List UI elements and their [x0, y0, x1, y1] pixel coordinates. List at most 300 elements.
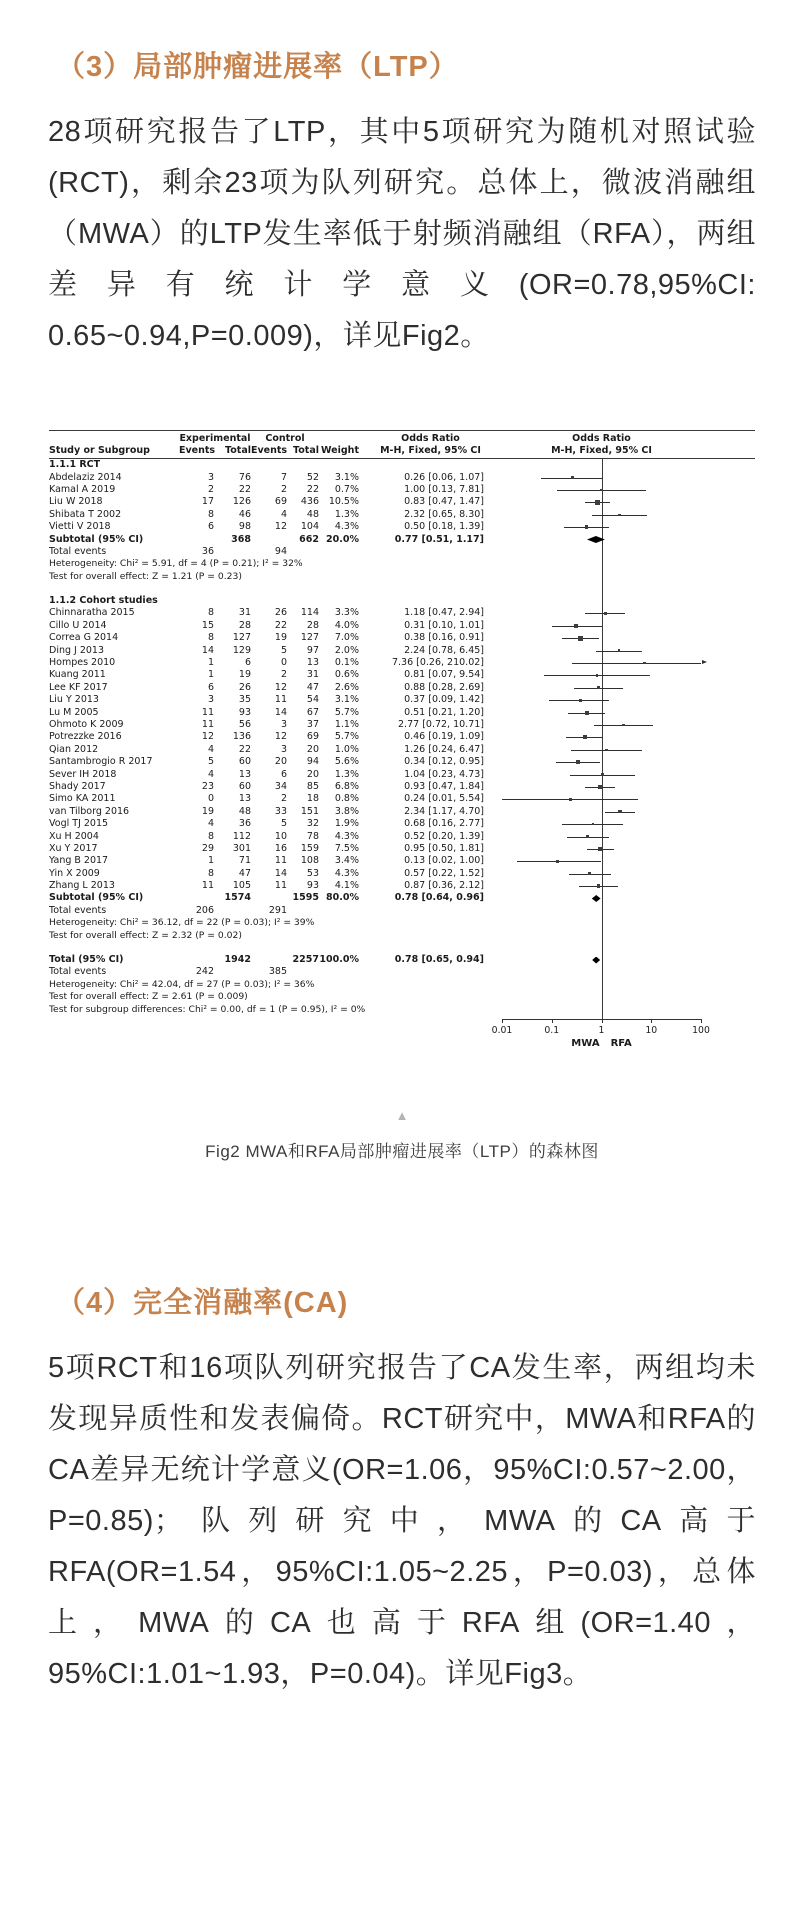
plot-cell — [502, 806, 755, 818]
plot-cell — [502, 644, 755, 656]
plot-cell — [502, 433, 755, 445]
study-row — [49, 682, 755, 694]
or-ci-text: 0.83 [0.47, 1.47] — [404, 496, 484, 508]
events-ctl: 12 — [274, 681, 287, 693]
header-study: Study or Subgroup — [49, 445, 150, 456]
total-total-ctl: 2257 — [292, 954, 319, 966]
events-ctl: 12 — [274, 731, 287, 743]
plot-cell — [502, 868, 755, 880]
weight: 7.0% — [334, 632, 359, 644]
or-ci-text: 0.37 [0.09, 1.42] — [404, 694, 484, 706]
axis-tick — [651, 1019, 652, 1023]
study-name: Abdelaziz 2014 — [49, 471, 122, 483]
pooled-diamond — [592, 895, 601, 902]
total-exp: 93 — [238, 706, 251, 718]
study-row — [49, 806, 755, 818]
ci-marker — [579, 699, 582, 702]
total-exp: 13 — [238, 768, 251, 780]
subtotal-total-ctl: 1595 — [292, 892, 319, 904]
weight: 0.7% — [334, 483, 359, 495]
study-name: Simo KA 2011 — [49, 793, 116, 805]
study-row — [49, 830, 755, 842]
total-events-ctl: 385 — [268, 966, 287, 978]
subgroup-label: 1.1.2 Cohort studies — [49, 595, 158, 607]
study-row — [49, 657, 755, 669]
events-exp: 19 — [201, 805, 214, 817]
weight: 5.7% — [334, 731, 359, 743]
total-ctl: 28 — [306, 619, 319, 631]
note-text: Heterogeneity: Chi² = 5.91, df = 4 (P = 0.21); I² = 32% — [49, 558, 303, 570]
study-row — [49, 706, 755, 718]
events-exp: 8 — [207, 607, 214, 619]
ci-marker — [598, 847, 603, 852]
weight: 4.3% — [334, 521, 359, 533]
plot-cell — [502, 1003, 755, 1015]
ci-line — [517, 861, 602, 862]
weight: 2.6% — [334, 681, 359, 693]
weight: 7.5% — [334, 842, 359, 854]
subtotal-or-ci: 0.78 [0.64, 0.96] — [394, 892, 484, 904]
events-ctl: 3 — [280, 719, 287, 730]
events-ctl: 14 — [274, 867, 287, 879]
fig2-caption: Fig2 MWA和RFA局部肿瘤进展率（LTP）的森林图 — [205, 1141, 599, 1161]
study-row — [49, 509, 755, 521]
ci-marker — [598, 785, 602, 789]
or-ci-text: 0.51 [0.21, 1.20] — [404, 706, 484, 718]
total-exp: 71 — [238, 855, 251, 867]
plot-cell — [502, 731, 755, 743]
or-ci-text: 1.26 [0.24, 6.47] — [404, 743, 484, 755]
study-name: Lu M 2005 — [49, 706, 99, 718]
weight: 4.3% — [334, 867, 359, 879]
plot-cell — [502, 509, 755, 521]
events-exp: 23 — [201, 780, 214, 792]
axis-tick — [552, 1019, 553, 1023]
events-exp: 4 — [207, 743, 214, 755]
weight: 0.8% — [334, 793, 359, 805]
or-ci-text: 0.87 [0.36, 2.12] — [404, 880, 484, 892]
total-events-exp: 206 — [195, 904, 214, 916]
note-text: Test for overall effect: Z = 1.21 (P = 0.23) — [49, 570, 242, 582]
study-row — [49, 669, 755, 681]
plot-cell — [502, 484, 755, 496]
events-exp: 8 — [207, 632, 214, 644]
weight: 0.6% — [334, 669, 359, 681]
or-ci-text: 2.32 [0.65, 8.30] — [404, 508, 484, 520]
total-events-exp: 242 — [195, 966, 214, 978]
grand-total-events-row — [49, 966, 755, 978]
total-exp: 26 — [238, 681, 251, 693]
total-events-label: Total events — [49, 545, 107, 557]
section-gap — [49, 942, 755, 954]
total-exp: 22 — [238, 743, 251, 755]
or-ci-text: 0.57 [0.22, 1.52] — [404, 867, 484, 879]
total-exp: 105 — [232, 880, 251, 892]
events-exp: 8 — [207, 508, 214, 520]
or-ci-text: 0.68 [0.16, 2.77] — [404, 818, 484, 830]
events-exp: 1 — [207, 657, 214, 669]
ci-marker — [597, 884, 600, 887]
total-ctl: 114 — [300, 607, 319, 619]
ci-marker — [586, 835, 590, 839]
study-name: Potrezzke 2016 — [49, 731, 122, 743]
total-ctl: 85 — [306, 780, 319, 792]
note-row — [49, 558, 755, 570]
study-row — [49, 855, 755, 867]
ci-marker — [571, 476, 574, 479]
pooled-diamond — [587, 536, 605, 543]
events-exp: 17 — [201, 496, 214, 508]
note-row — [49, 929, 755, 941]
forest-plot — [49, 430, 755, 1056]
plot-cell — [502, 793, 755, 805]
note-row — [49, 979, 755, 991]
study-row — [49, 781, 755, 793]
or-ci-text: 0.46 [0.19, 1.09] — [404, 731, 484, 743]
or-ci-text: 0.81 [0.07, 9.54] — [404, 669, 484, 681]
plot-cell — [502, 843, 755, 855]
weight: 3.4% — [334, 855, 359, 867]
subgroup-header-row — [49, 595, 755, 607]
ci-marker — [605, 749, 608, 752]
total-events-label: Total events — [49, 904, 107, 916]
weight: 5.7% — [334, 706, 359, 718]
section-3-heading: （3）局部肿瘤进展率（LTP） — [56, 51, 459, 83]
study-row — [49, 521, 755, 533]
plot-cell — [502, 966, 755, 978]
events-ctl: 22 — [274, 619, 287, 631]
plot-cell — [502, 905, 755, 917]
plot-cell — [502, 929, 755, 941]
total-exp: 6 — [244, 657, 251, 669]
total-exp: 22 — [238, 483, 251, 495]
events-exp: 0 — [207, 793, 214, 805]
plot-cell — [502, 459, 755, 471]
axis-tick-label: 100 — [692, 1024, 710, 1036]
events-ctl: 7 — [280, 471, 287, 483]
header-total-exp: Total — [225, 445, 251, 456]
ci-marker — [601, 773, 604, 776]
weight: 4.3% — [334, 830, 359, 842]
ci-marker — [595, 500, 601, 506]
ci-marker — [622, 724, 625, 727]
ci-marker — [643, 662, 646, 665]
total-ctl: 127 — [300, 632, 319, 644]
total-ctl: 53 — [306, 867, 319, 879]
ci-marker — [604, 612, 607, 615]
plot-cell — [502, 744, 755, 756]
plot-cell — [502, 571, 755, 583]
plot-cell — [502, 954, 755, 966]
events-exp: 2 — [207, 483, 214, 495]
events-ctl: 19 — [274, 632, 287, 644]
events-ctl: 26 — [274, 607, 287, 619]
ci-marker — [597, 686, 600, 689]
plot-cell — [502, 533, 755, 545]
events-exp: 8 — [207, 867, 214, 879]
total-ctl: 20 — [306, 743, 319, 755]
plot-cell — [502, 756, 755, 768]
events-ctl: 5 — [280, 644, 287, 656]
or-ci-text: 2.34 [1.17, 4.70] — [404, 805, 484, 817]
axis-tick — [602, 1019, 603, 1023]
total-ctl: 48 — [306, 508, 319, 520]
events-exp: 8 — [207, 830, 214, 842]
events-ctl: 20 — [274, 756, 287, 768]
subtotal-row — [49, 892, 755, 904]
subtotal-row — [49, 533, 755, 545]
study-name: Shibata T 2002 — [49, 508, 122, 520]
total-exp: 127 — [232, 632, 251, 644]
favours-mwa-label: MWA — [571, 1037, 600, 1049]
weight: 2.0% — [334, 644, 359, 656]
total-ctl: 31 — [306, 669, 319, 681]
subtotal-weight: 80.0% — [326, 892, 359, 904]
study-name: Sever IH 2018 — [49, 768, 117, 780]
plot-cell — [502, 546, 755, 558]
plot-cell — [502, 979, 755, 991]
total-label: Total (95% CI) — [49, 954, 124, 966]
total-exp: 112 — [232, 830, 251, 842]
header-mh-fixed-plot: M-H, Fixed, 95% CI — [551, 445, 652, 456]
header-odds-ratio: Odds Ratio — [401, 433, 460, 444]
events-exp: 11 — [201, 706, 214, 718]
events-exp: 6 — [207, 521, 214, 533]
events-exp: 5 — [207, 756, 214, 768]
weight: 1.9% — [334, 818, 359, 830]
plot-cell — [502, 471, 755, 483]
events-ctl: 11 — [274, 880, 287, 892]
note-text: Test for subgroup differences: Chi² = 0.00, df = 1 (P = 0.95), I² = 0% — [49, 1003, 366, 1015]
weight: 4.1% — [334, 880, 359, 892]
or-ci-text: 2.77 [0.72, 10.71] — [398, 719, 484, 730]
total-ctl: 37 — [306, 719, 319, 730]
plot-cell — [502, 620, 755, 632]
study-row — [49, 471, 755, 483]
plot-cell — [502, 521, 755, 533]
subgroup-header-row — [49, 459, 755, 471]
study-row — [49, 843, 755, 855]
total-exp: 31 — [238, 607, 251, 619]
total-ctl: 32 — [306, 818, 319, 830]
study-name: Liu W 2018 — [49, 496, 103, 508]
plot-cell — [502, 818, 755, 830]
total-ctl: 159 — [300, 842, 319, 854]
total-events-label: Total events — [49, 966, 107, 978]
total-weight: 100.0% — [319, 954, 359, 966]
study-name: Ohmoto K 2009 — [49, 719, 124, 730]
weight: 3.3% — [334, 607, 359, 619]
plot-cell — [502, 682, 755, 694]
total-exp: 60 — [238, 780, 251, 792]
total-exp: 60 — [238, 756, 251, 768]
note-text: Heterogeneity: Chi² = 36.12, df = 22 (P = 0.03); I² = 39% — [49, 917, 315, 929]
ci-marker — [592, 823, 595, 826]
total-exp: 136 — [232, 731, 251, 743]
events-exp: 6 — [207, 681, 214, 693]
or-ci-text: 1.00 [0.13, 7.81] — [404, 483, 484, 495]
total-ctl: 436 — [300, 496, 319, 508]
weight: 3.1% — [334, 471, 359, 483]
plot-cell — [502, 781, 755, 793]
total-exp: 129 — [232, 644, 251, 656]
header-weight: Weight — [321, 445, 359, 456]
or-ci-text: 0.26 [0.06, 1.07] — [404, 471, 484, 483]
study-name: van Tilborg 2016 — [49, 805, 130, 817]
or-ci-text: 0.13 [0.02, 1.00] — [404, 855, 484, 867]
axis-tick-label: 0.01 — [491, 1024, 513, 1036]
plot-cell — [502, 657, 755, 669]
events-ctl: 16 — [274, 842, 287, 854]
study-name: Kamal A 2019 — [49, 483, 116, 495]
weight: 10.5% — [328, 496, 359, 508]
total-ctl: 69 — [306, 731, 319, 743]
ci-marker — [600, 489, 603, 492]
study-row — [49, 868, 755, 880]
study-row — [49, 607, 755, 619]
plot-cell — [502, 855, 755, 867]
total-ctl: 93 — [306, 880, 319, 892]
study-row — [49, 744, 755, 756]
total-ctl: 67 — [306, 706, 319, 718]
study-row — [49, 496, 755, 508]
axis-tick — [502, 1019, 503, 1023]
weight: 1.3% — [334, 768, 359, 780]
events-ctl: 11 — [274, 694, 287, 706]
events-ctl: 33 — [274, 805, 287, 817]
total-events-ctl: 94 — [274, 545, 287, 557]
weight: 5.6% — [334, 756, 359, 768]
events-exp: 12 — [201, 731, 214, 743]
axis-tick-label: 1 — [598, 1024, 605, 1036]
header-odds-ratio-plot: Odds Ratio — [572, 433, 631, 444]
events-ctl: 4 — [280, 508, 287, 520]
subgroup-label: 1.1.1 RCT — [49, 459, 101, 471]
forest-body — [49, 459, 755, 1056]
study-name: Shady 2017 — [49, 780, 106, 792]
events-ctl: 11 — [274, 855, 287, 867]
plot-cell — [502, 719, 755, 731]
collapse-triangle-icon: ▲ — [395, 1107, 409, 1123]
or-ci-text: 0.31 [0.10, 1.01] — [404, 619, 484, 631]
or-ci-text: 0.34 [0.12, 0.95] — [404, 756, 484, 768]
total-ctl: 151 — [300, 805, 319, 817]
study-name: Xu Y 2017 — [49, 842, 98, 854]
total-exp: 19 — [238, 669, 251, 681]
ci-marker — [588, 872, 592, 876]
plot-cell — [502, 496, 755, 508]
total-events-row — [49, 546, 755, 558]
total-ctl: 22 — [306, 483, 319, 495]
ci-marker — [596, 674, 599, 677]
study-name: Vietti V 2018 — [49, 521, 111, 533]
plot-cell — [502, 607, 755, 619]
events-exp: 1 — [207, 855, 214, 867]
or-ci-text: 1.18 [0.47, 2.94] — [404, 607, 484, 619]
weight: 1.1% — [334, 719, 359, 730]
or-ci-text: 0.52 [0.20, 1.39] — [404, 830, 484, 842]
subtotal-total-ctl: 662 — [299, 533, 319, 545]
subtotal-weight: 20.0% — [326, 533, 359, 545]
study-name: Yin X 2009 — [49, 867, 100, 879]
study-name: Xu H 2004 — [49, 830, 99, 842]
weight: 3.8% — [334, 805, 359, 817]
note-text: Heterogeneity: Chi² = 42.04, df = 27 (P = 0.03); I² = 36% — [49, 978, 315, 990]
subtotal-label: Subtotal (95% CI) — [49, 533, 144, 545]
total-exp: 98 — [238, 521, 251, 533]
pooled-diamond — [592, 957, 600, 964]
total-or-ci: 0.78 [0.65, 0.94] — [394, 954, 484, 966]
ci-marker — [574, 624, 577, 627]
study-name: Lee KF 2017 — [49, 681, 108, 693]
subtotal-or-ci: 0.77 [0.51, 1.17] — [394, 533, 484, 545]
header-events-ctl: Events — [251, 445, 288, 456]
events-ctl: 14 — [274, 706, 287, 718]
study-row — [49, 620, 755, 632]
ci-arrow-right-icon — [702, 660, 707, 664]
ci-marker — [618, 649, 621, 652]
study-row — [49, 756, 755, 768]
axis-tick-label: 0.1 — [544, 1024, 560, 1036]
ci-line — [572, 663, 701, 664]
events-exp: 4 — [207, 768, 214, 780]
ci-marker — [618, 514, 621, 517]
study-name: Liu Y 2013 — [49, 694, 99, 706]
section-gap — [49, 583, 755, 595]
study-name: Ding J 2013 — [49, 644, 105, 656]
or-ci-text: 0.24 [0.01, 5.54] — [404, 793, 484, 805]
plot-cell — [502, 892, 755, 904]
total-exp: 76 — [238, 471, 251, 483]
study-row — [49, 793, 755, 805]
study-name: Correa G 2014 — [49, 632, 119, 644]
plot-cell — [502, 558, 755, 570]
total-exp: 48 — [238, 805, 251, 817]
or-ci-text: 0.50 [0.18, 1.39] — [404, 521, 484, 533]
total-events-ctl: 291 — [268, 904, 287, 916]
events-exp: 1 — [207, 669, 214, 681]
note-text: Test for overall effect: Z = 2.61 (P = 0.009) — [49, 991, 248, 1003]
note-row — [49, 991, 755, 1003]
subtotal-label: Subtotal (95% CI) — [49, 892, 144, 904]
total-ctl: 97 — [306, 644, 319, 656]
ci-marker — [585, 711, 589, 715]
total-exp: 46 — [238, 508, 251, 520]
or-ci-text: 0.38 [0.16, 0.91] — [404, 632, 484, 644]
plot-cell — [502, 595, 755, 607]
or-ci-text: 2.24 [0.78, 6.45] — [404, 644, 484, 656]
events-exp: 3 — [207, 471, 214, 483]
or-ci-text: 0.88 [0.28, 2.69] — [404, 681, 484, 693]
plot-cell — [502, 669, 755, 681]
events-ctl: 5 — [280, 818, 287, 830]
weight: 1.3% — [334, 508, 359, 520]
ci-marker — [576, 760, 580, 764]
study-row — [49, 484, 755, 496]
subtotal-total-exp: 368 — [231, 533, 251, 545]
header-group-row — [49, 433, 755, 445]
plot-cell — [502, 880, 755, 892]
note-row — [49, 571, 755, 583]
total-ctl: 52 — [306, 471, 319, 483]
study-name: Qian 2012 — [49, 743, 99, 755]
total-exp: 126 — [232, 496, 251, 508]
events-ctl: 10 — [274, 830, 287, 842]
plot-cell — [502, 694, 755, 706]
plot-axis — [49, 1016, 755, 1056]
total-ctl: 108 — [300, 855, 319, 867]
weight: 1.0% — [334, 743, 359, 755]
